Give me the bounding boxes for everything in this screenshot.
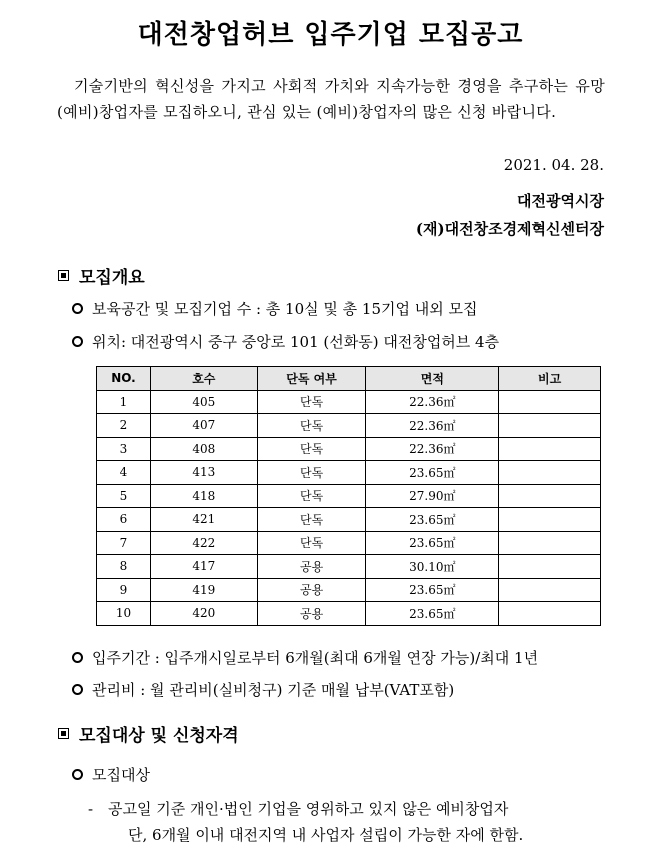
cell-room: 413 bbox=[150, 461, 257, 485]
detail-line-2: 단, 6개월 이내 대전지역 내 사업자 설립이 가능한 자에 한함. bbox=[128, 826, 524, 844]
cell-type: 단독 bbox=[257, 390, 366, 414]
circle-bullet-icon bbox=[72, 769, 83, 780]
cell-no: 9 bbox=[97, 578, 151, 602]
cell-room: 417 bbox=[150, 555, 257, 579]
cell-room: 419 bbox=[150, 578, 257, 602]
cell-note bbox=[499, 508, 601, 532]
table-row bbox=[97, 414, 601, 438]
table-row bbox=[97, 578, 601, 602]
cell-note bbox=[499, 602, 601, 626]
cell-note bbox=[499, 390, 601, 414]
room-table bbox=[96, 366, 601, 626]
square-bullet-icon bbox=[58, 728, 69, 739]
cell-room: 420 bbox=[150, 602, 257, 626]
signatory-mayor: 대전광역시장 bbox=[517, 192, 604, 210]
cell-no: 7 bbox=[97, 531, 151, 555]
cell-note bbox=[499, 484, 601, 508]
cell-area: 23.65㎡ bbox=[366, 461, 499, 485]
cell-no: 6 bbox=[97, 508, 151, 532]
cell-no: 10 bbox=[97, 602, 151, 626]
table-row bbox=[97, 390, 601, 414]
section-title: 모집개요 bbox=[79, 268, 145, 288]
bullet-text: 관리비 : 월 관리비(실비청구) 기준 매월 납부(VAT포함) bbox=[92, 681, 455, 699]
header-type: 단독 여부 bbox=[257, 367, 366, 391]
cell-area: 22.36㎡ bbox=[366, 437, 499, 461]
header-note: 비고 bbox=[499, 367, 601, 391]
cell-no: 5 bbox=[97, 484, 151, 508]
table-row bbox=[97, 461, 601, 485]
cell-area: 23.65㎡ bbox=[366, 578, 499, 602]
cell-note bbox=[499, 414, 601, 438]
cell-area: 27.90㎡ bbox=[366, 484, 499, 508]
bullet-text: 보육공간 및 모집기업 수 : 총 10실 및 총 15기업 내외 모집 bbox=[92, 300, 478, 318]
page-title: 대전창업허브 입주기업 모집공고 bbox=[137, 20, 524, 50]
cell-type: 단독 bbox=[257, 437, 366, 461]
cell-note bbox=[499, 437, 601, 461]
header-no: NO. bbox=[97, 367, 151, 391]
cell-no: 1 bbox=[97, 390, 151, 414]
cell-room: 408 bbox=[150, 437, 257, 461]
section-title: 모집대상 및 신청자격 bbox=[79, 726, 239, 746]
table-row bbox=[97, 531, 601, 555]
cell-type: 공용 bbox=[257, 602, 366, 626]
table-row bbox=[97, 484, 601, 508]
table-header-row bbox=[97, 367, 601, 391]
cell-note bbox=[499, 461, 601, 485]
cell-area: 23.65㎡ bbox=[366, 602, 499, 626]
bullet-period bbox=[72, 647, 538, 668]
table-row bbox=[97, 437, 601, 461]
bullet-fee bbox=[72, 679, 454, 700]
intro-paragraph: 기술기반의 혁신성을 가지고 사회적 가치와 지속가능한 경영을 추구하는 유망 (예비)창업자를 모집하오니, 관심 있는 (예비)창업자의 많은 신청 바랍니다. bbox=[57, 77, 605, 121]
section-overview-heading bbox=[58, 263, 145, 288]
bullet-target bbox=[72, 764, 150, 785]
cell-room: 422 bbox=[150, 531, 257, 555]
cell-no: 8 bbox=[97, 555, 151, 579]
bullet-text: 모집대상 bbox=[92, 766, 150, 784]
table-row bbox=[97, 508, 601, 532]
cell-no: 2 bbox=[97, 414, 151, 438]
target-detail bbox=[88, 796, 603, 848]
circle-bullet-icon bbox=[72, 336, 83, 347]
circle-bullet-icon bbox=[72, 652, 83, 663]
square-bullet-icon bbox=[58, 270, 69, 281]
cell-note bbox=[499, 555, 601, 579]
bullet-space bbox=[72, 298, 477, 319]
cell-note bbox=[499, 578, 601, 602]
header-area: 면적 bbox=[366, 367, 499, 391]
cell-room: 418 bbox=[150, 484, 257, 508]
cell-type: 공용 bbox=[257, 555, 366, 579]
detail-line-1: 공고일 기준 개인·법인 기업을 영위하고 있지 않은 예비창업자 bbox=[108, 800, 509, 818]
cell-area: 22.36㎡ bbox=[366, 414, 499, 438]
dash-mark: - bbox=[88, 800, 94, 818]
cell-type: 공용 bbox=[257, 578, 366, 602]
circle-bullet-icon bbox=[72, 303, 83, 314]
cell-no: 4 bbox=[97, 461, 151, 485]
cell-type: 단독 bbox=[257, 508, 366, 532]
cell-room: 405 bbox=[150, 390, 257, 414]
header-room: 호수 bbox=[150, 367, 257, 391]
cell-no: 3 bbox=[97, 437, 151, 461]
cell-area: 23.65㎡ bbox=[366, 531, 499, 555]
cell-type: 단독 bbox=[257, 414, 366, 438]
table-row bbox=[97, 555, 601, 579]
cell-area: 22.36㎡ bbox=[366, 390, 499, 414]
cell-type: 단독 bbox=[257, 531, 366, 555]
signatory-center: (재)대전창조경제혁신센터장 bbox=[415, 220, 604, 238]
section-eligibility-heading bbox=[58, 721, 239, 746]
table-row bbox=[97, 602, 601, 626]
bullet-location bbox=[72, 331, 499, 352]
bullet-text: 위치: 대전광역시 중구 중앙로 101 (선화동) 대전창업허브 4층 bbox=[92, 333, 500, 351]
bullet-text: 입주기간 : 입주개시일로부터 6개월(최대 6개월 연장 가능)/최대 1년 bbox=[92, 649, 539, 667]
cell-room: 407 bbox=[150, 414, 257, 438]
cell-type: 단독 bbox=[257, 461, 366, 485]
circle-bullet-icon bbox=[72, 684, 83, 695]
announcement-date: 2021. 04. 28. bbox=[503, 156, 604, 174]
cell-room: 421 bbox=[150, 508, 257, 532]
cell-type: 단독 bbox=[257, 484, 366, 508]
cell-area: 23.65㎡ bbox=[366, 508, 499, 532]
cell-note bbox=[499, 531, 601, 555]
cell-area: 30.10㎡ bbox=[366, 555, 499, 579]
